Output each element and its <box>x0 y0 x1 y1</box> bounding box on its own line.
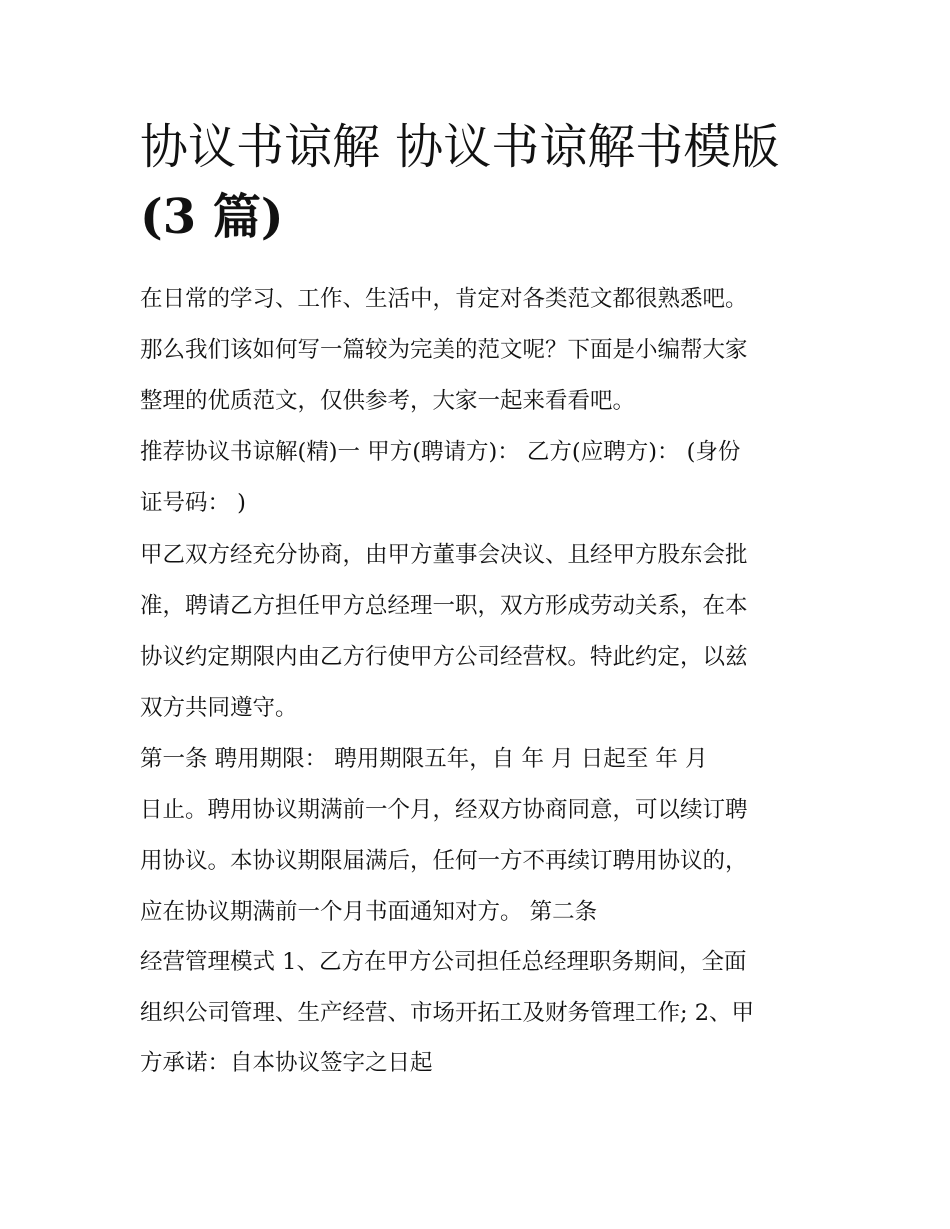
body-line: 准，聘请乙方担任甲方总经理一职，双方形成劳动关系，在本 <box>140 593 748 619</box>
body-line: 协议约定期限内由乙方行使甲方公司经营权。特此约定，以兹 <box>140 644 748 670</box>
body-line: 组织公司管理、生产经营、市场开拓工及财务管理工作; 2、甲 <box>140 1000 755 1026</box>
body-line: 证号码： ) <box>140 490 246 516</box>
body-line: 日止。聘用协议期满前一个月，经双方协商同意，可以续订聘 <box>140 797 748 823</box>
body-line: 在日常的学习、工作、生活中，肯定对各类范文都很熟悉吧。 <box>140 286 748 312</box>
title-line-1: 协议书谅解 协议书谅解书模版 <box>140 119 780 175</box>
body-line: 那么我们该如何写一篇较为完美的范文呢？下面是小编帮大家 <box>140 337 748 363</box>
body-line: 推荐协议书谅解(精)一 甲方(聘请方)： 乙方(应聘方)： (身份 <box>140 439 741 465</box>
body-line: 第一条 聘用期限： 聘用期限五年，自 年 月 日起至 年 月 <box>140 746 708 772</box>
body-line: 用协议。本协议期限届满后，任何一方不再续订聘用协议的， <box>140 848 748 874</box>
body-line: 甲乙双方经充分协商，由甲方董事会决议、且经甲方股东会批 <box>140 542 748 568</box>
body-line: 整理的优质范文，仅供参考，大家一起来看看吧。 <box>140 388 636 414</box>
body-line: 应在协议期满前一个月书面通知对方。 第二条 <box>140 899 598 925</box>
body-line: 经营管理模式 1、乙方在甲方公司担任总经理职务期间，全面 <box>140 949 747 975</box>
title-line-2: (3 篇) <box>140 189 284 245</box>
body-line: 方承诺：自本协议签字之日起 <box>140 1050 433 1076</box>
document-title <box>140 112 840 252</box>
body-line: 双方共同遵守。 <box>140 695 298 721</box>
